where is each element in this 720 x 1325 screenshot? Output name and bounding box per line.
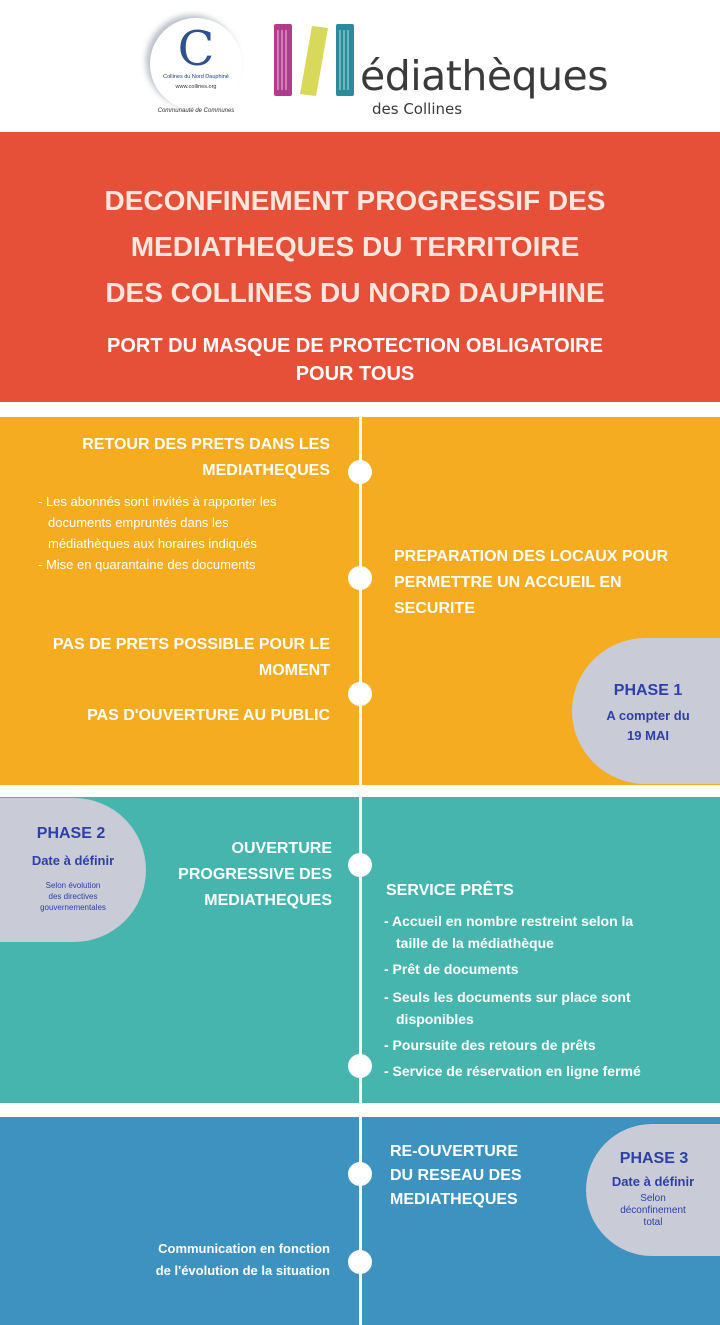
phase3-note [586,1193,720,1229]
service-prets-heading: SERVICE PRÊTS [386,882,514,899]
phase3-title: PHASE 3 [619,1150,689,1167]
phase3-circle [586,1124,720,1256]
service-prets-list [384,910,714,1082]
pas-ouverture-heading: PAS D'OUVERTURE AU PUBLIC [87,707,330,724]
mask-notice [0,332,710,388]
phase3-note-line: Selon [640,1193,666,1204]
retour-item: - Les abonnés sont invités à rapporter les [38,494,277,509]
list-item: taille de la médiathèque [396,935,554,951]
cc-logo-c-icon: C [177,21,215,77]
books-m-icon [272,22,362,98]
retour-heading-line: RETOUR DES PRETS DANS LES [82,436,330,453]
phase2-date: Date à définir [31,853,115,868]
list-item: - Poursuite des retours de prêts [384,1037,596,1053]
logo-sub: Communauté de Communes [157,108,235,114]
ouverture-heading [140,836,332,914]
retour-heading [20,432,330,484]
timeline-dot [348,1250,372,1274]
brand-title: édiathèques [360,52,609,100]
phase2-title: PHASE 2 [36,825,106,842]
phase2-note-line: gouvernementales [40,903,106,912]
mask-notice-line-1: PORT DU MASQUE DE PROTECTION OBLIGATOIRE [107,335,603,357]
list-item: - Service de réservation en ligne fermé [384,1063,641,1079]
reouverture-line: DU RESEAU DES [390,1167,522,1184]
ouverture-line: OUVERTURE [231,840,332,857]
timeline-dot [348,682,372,706]
pas-prets-line: MOMENT [258,662,330,679]
preparation-line: PREPARATION DES LOCAUX POUR [394,548,669,565]
phase3-date: Date à définir [611,1174,695,1189]
phase2-note-line: des directives [48,892,98,901]
preparation-line: SECURITE [394,600,475,617]
brand-subtitle: des Collines [372,100,463,118]
phase1-date [576,706,720,746]
list-item: disponibles [396,1011,474,1027]
retour-item: - Mise en quarantaine des documents [38,557,256,572]
preparation-line: PERMETTRE UN ACCUEIL EN [394,574,622,591]
timeline-dot [348,853,372,877]
phase1-date-line: A compter du [606,708,690,723]
list-item: - Prêt de documents [384,961,519,977]
timeline-dot [348,460,372,484]
list-item: - Seuls les documents sur place sont [384,989,631,1005]
preparation-heading [394,544,714,622]
phase1-date-line: 19 MAI [627,728,669,743]
phase2-note [0,880,146,913]
main-title [0,178,710,316]
pas-prets-line: PAS DE PRETS POSSIBLE POUR LE [52,636,330,653]
ouverture-line: MEDIATHEQUES [204,892,332,909]
retour-item: documents empruntés dans les [48,515,229,530]
communication-line: Communication en fonction [158,1241,330,1256]
retour-heading-line: MEDIATHEQUES [202,462,330,479]
ouverture-line: PROGRESSIVE DES [178,866,332,883]
title-line-3: DES COLLINES DU NORD DAUPHINE [105,277,605,308]
communication-text [60,1238,330,1282]
logo-url: www.collines.org [175,84,217,90]
retour-details [38,491,338,575]
mask-notice-line-2: POUR TOUS [295,363,415,385]
list-item: - Accueil en nombre restreint selon la [384,913,634,929]
phase3-note-line: total [643,1217,663,1228]
timeline-dot [348,1162,372,1186]
phase1-title: PHASE 1 [613,682,683,699]
phase1-circle [572,638,720,784]
logo-small-text: Collines du Nord Dauphiné [163,74,229,80]
timeline-dot [348,1054,372,1078]
timeline-dot [348,566,372,590]
timeline-line-3 [359,1117,362,1325]
phase2-note-line: Selon évolution [45,881,101,890]
title-line-2: MEDIATHEQUES DU TERRITOIRE [130,231,580,262]
reouverture-heading [390,1140,590,1212]
title-line-1: DECONFINEMENT PROGRESSIF DES [104,185,606,216]
reouverture-line: MEDIATHEQUES [390,1191,518,1208]
communication-line: de l'évolution de la situation [155,1263,330,1278]
phase3-note-line: déconfinement [620,1205,686,1216]
retour-item: médiathèques aux horaires indiqués [48,536,257,551]
phase2-circle [0,798,146,942]
reouverture-line: RE-OUVERTURE [390,1143,519,1160]
pas-prets-heading [20,632,330,684]
